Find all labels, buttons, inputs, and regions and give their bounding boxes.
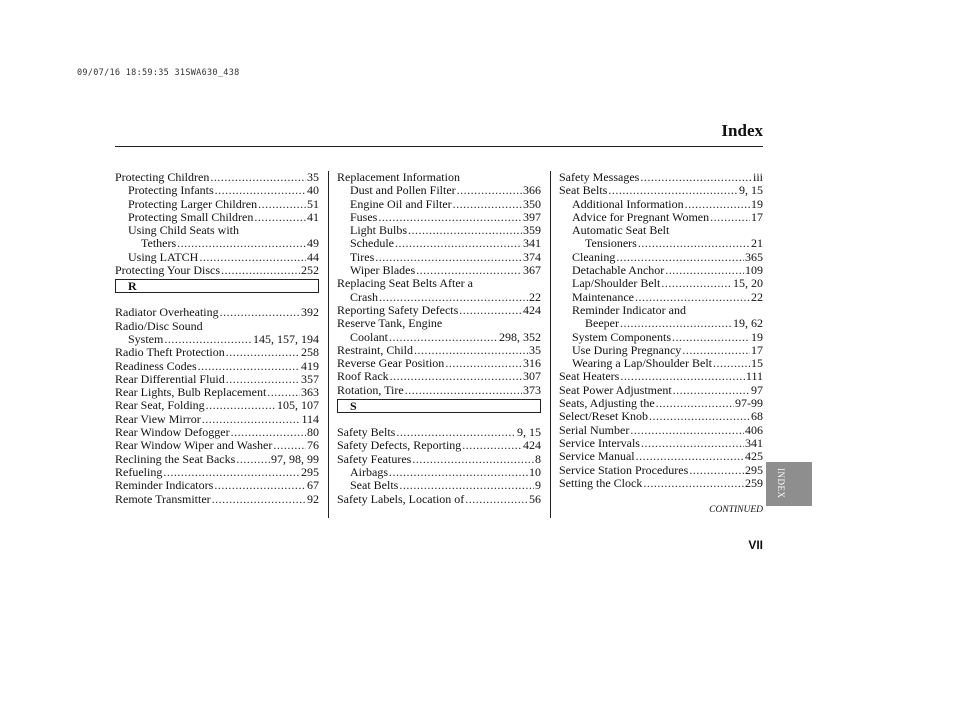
entry-text: Service Manual [559,449,635,464]
index-entry[interactable] [115,198,319,211]
dot-leader [375,251,522,264]
dot-leader [661,277,732,290]
entry-page: 425 [745,449,763,464]
entry-page: 307 [523,369,541,384]
entry-page: 9 [535,478,541,493]
index-entry[interactable] [559,184,763,197]
index-entry[interactable] [337,277,541,290]
entry-text: Safety Labels, Location of [337,491,465,506]
entry-text: Reminder Indicator and [572,302,686,317]
index-tab-label: INDEX [776,468,786,499]
index-entry[interactable] [115,171,319,184]
dot-leader [389,466,528,479]
entry-page: 419 [301,358,319,373]
index-entry[interactable] [559,384,763,397]
dot-leader [405,384,522,397]
entry-text: Protecting Infants [128,183,214,198]
entry-page: 9, 15 [739,183,763,198]
entry-text: Additional Information [572,196,684,211]
entry-page: 341 [523,236,541,251]
dot-leader [685,198,750,211]
index-entry[interactable] [337,344,541,357]
entry-text: Engine Oil and Filter [350,196,452,211]
index-entry[interactable] [115,211,319,224]
index-entry[interactable] [559,477,763,490]
entry-text: Serial Number [559,422,630,437]
index-entry[interactable] [559,291,763,304]
dot-leader [459,304,522,317]
entry-text: Airbags [350,464,388,479]
dot-leader [462,439,522,452]
entry-page: 350 [523,196,541,211]
index-entry[interactable] [337,370,541,383]
entry-text: Protecting Larger Children [128,196,258,211]
index-entry[interactable] [559,317,763,330]
index-entry[interactable] [337,384,541,397]
entry-page: 366 [523,183,541,198]
dot-leader [630,424,744,437]
column-divider [328,171,329,518]
index-entry[interactable] [115,373,319,386]
dot-leader [378,211,522,224]
dot-leader [665,264,744,277]
entry-page: 10 [529,464,541,479]
entry-text: Maintenance [572,289,634,304]
index-entry[interactable] [559,344,763,357]
index-entry[interactable] [337,493,541,506]
dot-leader [198,360,300,373]
entry-text: Seats, Adjusting the [559,396,655,411]
entry-page: 365 [745,249,763,264]
dot-leader [620,317,732,330]
dot-leader [202,413,301,426]
index-entry[interactable] [337,439,541,452]
index-entry[interactable] [115,453,319,466]
index-entry[interactable] [115,493,319,506]
dot-leader [713,357,750,370]
entry-text: Rear Differential Fluid [115,371,225,386]
index-entry[interactable] [115,237,319,250]
entry-text: Rear Seat, Folding [115,398,205,413]
dot-leader [206,399,276,412]
dot-leader [416,264,522,277]
entry-page: 97 [751,382,763,397]
entry-page: 76 [307,438,319,453]
entry-text: System [128,331,164,346]
dot-leader [635,291,750,304]
dot-leader [267,386,300,399]
entry-text: Using Child Seats with [128,223,240,238]
entry-page: 258 [301,345,319,360]
entry-page: 105, 107 [277,398,319,413]
index-entry[interactable] [337,251,541,264]
entry-page: 392 [301,305,319,320]
index-entry[interactable] [115,224,319,237]
index-entry[interactable] [559,437,763,450]
entry-page: 19, 62 [733,316,763,331]
dot-leader [414,344,528,357]
entry-page: 373 [523,382,541,397]
dot-leader [710,211,750,224]
entry-page: 51 [307,196,319,211]
index-entry[interactable] [559,464,763,477]
title-rule [115,146,763,147]
index-entry[interactable] [559,171,763,184]
index-entry[interactable] [559,251,763,264]
index-entry[interactable] [337,466,541,479]
entry-page: 35 [307,170,319,184]
entry-text: Crash [350,289,378,304]
entry-text: Wearing a Lap/Shoulder Belt [572,356,712,371]
dot-leader [636,450,744,463]
index-entry[interactable] [559,450,763,463]
dot-leader [399,479,534,492]
index-entry[interactable] [115,320,319,333]
entry-text: Service Station Procedures [559,462,689,477]
dot-leader [620,370,745,383]
index-entry[interactable] [559,277,763,290]
index-entry[interactable] [115,333,319,346]
index-column-1 [115,171,319,506]
entry-page: 40 [307,183,319,198]
index-entry[interactable] [337,237,541,250]
entry-text: Radiator Overheating [115,305,219,320]
dot-leader [177,237,306,250]
entry-text: Reclining the Seat Backs [115,451,236,466]
dot-leader [395,237,522,250]
dot-leader [226,373,300,386]
entry-text: Protecting Your Discs [115,263,221,278]
index-entry[interactable] [115,264,319,277]
index-entry[interactable] [115,466,319,479]
entry-text: Coolant [350,329,388,344]
entry-text: Seat Belts [350,478,399,493]
entry-page: 298, 352 [499,329,541,344]
entry-text: Restraint, Child [337,342,413,357]
entry-text: Reserve Tank, Engine [337,316,443,331]
dot-leader [254,211,306,224]
dot-leader [390,370,522,383]
index-entry[interactable] [559,237,763,250]
page-title: Index [721,121,763,140]
index-entry[interactable] [115,439,319,452]
entry-text: Safety Features [337,451,412,466]
index-entry[interactable] [559,331,763,344]
entry-text: Rear View Mirror [115,411,201,426]
index-entry[interactable] [337,304,541,317]
entry-text: Seat Power Adjustment [559,382,672,397]
entry-text: Lap/Shoulder Belt [572,276,661,291]
entry-text: Protecting Small Children [128,209,254,224]
index-entry[interactable] [115,479,319,492]
entry-page: 357 [301,371,319,386]
index-entry[interactable] [559,397,763,410]
index-entry[interactable] [115,386,319,399]
entry-page: 252 [301,263,319,278]
entry-text: Tires [350,249,375,264]
index-entry[interactable] [559,224,763,237]
entry-page: 259 [745,475,763,490]
dot-leader [199,251,306,264]
index-entry[interactable] [559,410,763,423]
entry-text: Safety Messages [559,170,640,184]
dot-leader [258,198,306,211]
dot-leader [212,493,306,506]
entry-page: 17 [751,209,763,224]
index-entry[interactable] [115,306,319,319]
section-letter-r: R [115,279,319,293]
entry-text: Fuses [350,209,378,224]
dot-leader [215,184,306,197]
index-entry[interactable] [337,291,541,304]
entry-text: Rotation, Tire [337,382,404,397]
dot-leader [457,184,522,197]
entry-page: 15, 20 [733,276,763,291]
entry-page: 316 [523,356,541,371]
entry-page: 424 [523,438,541,453]
entry-text: Replacement Information [337,170,460,184]
index-entry[interactable] [559,424,763,437]
dot-leader [649,410,750,423]
dot-leader [163,466,300,479]
entry-text: Select/Reset Knob [559,409,648,424]
entry-page: 114 [301,411,319,426]
dot-leader [689,464,744,477]
entry-text: Seat Heaters [559,369,620,384]
entry-page: 367 [523,263,541,278]
index-entry[interactable] [337,357,541,370]
index-entry[interactable] [337,211,541,224]
page-number: VII [748,538,763,552]
index-column-3 [559,171,763,490]
index-column-2 [337,171,541,506]
dot-leader [273,439,306,452]
entry-text: Reverse Gear Position [337,356,445,371]
dot-leader [210,171,306,184]
entry-text: Automatic Seat Belt [572,223,670,238]
index-entry[interactable] [337,184,541,197]
entry-page: 397 [523,209,541,224]
dot-leader [641,437,744,450]
entry-text: Readiness Codes [115,358,197,373]
index-entry[interactable] [337,331,541,344]
dot-leader [656,397,734,410]
index-entry[interactable] [337,171,541,184]
index-entry[interactable] [115,426,319,439]
entry-text: Using LATCH [128,249,199,264]
entry-text: Beeper [585,316,619,331]
continued-note: CONTINUED [709,505,763,515]
index-entry[interactable] [115,346,319,359]
index-entry[interactable] [337,479,541,492]
entry-text: Roof Rack [337,369,389,384]
dot-leader [672,331,750,344]
entry-page: 44 [307,249,319,264]
index-entry[interactable] [559,357,763,370]
entry-text: Protecting Children [115,170,210,184]
index-entry[interactable] [115,399,319,412]
dot-leader [226,346,300,359]
dot-leader [608,184,738,197]
entry-page: 21 [751,236,763,251]
entry-text: Radio Theft Protection [115,345,225,360]
entry-text: Safety Belts [337,425,396,440]
entry-page: 15 [751,356,763,371]
entry-page: 424 [523,302,541,317]
index-entry[interactable] [337,426,541,439]
entry-page: 35 [529,342,541,357]
section-letter-s: S [337,399,541,413]
entry-page: 17 [751,342,763,357]
index-section-tab[interactable] [766,462,812,506]
column-divider [550,171,551,518]
index-entry[interactable] [337,264,541,277]
entry-page: 9, 15 [517,425,541,440]
entry-page: 22 [751,289,763,304]
entry-text: Advice for Pregnant Women [572,209,710,224]
entry-text: Service Intervals [559,435,640,450]
entry-text: Replacing Seat Belts After a [337,276,473,291]
dot-leader [682,344,750,357]
entry-text: Safety Defects, Reporting [337,438,462,453]
index-entry[interactable] [337,224,541,237]
dot-leader [638,237,750,250]
index-entry[interactable] [559,264,763,277]
entry-text: Tethers [141,236,177,251]
entry-text: Rear Lights, Bulb Replacement [115,385,267,400]
entry-text: Detachable Anchor [572,263,665,278]
index-entry[interactable] [559,370,763,383]
dot-leader [640,171,752,184]
entry-text: Tensioners [585,236,637,251]
entry-text: Reporting Safety Defects [337,302,459,317]
entry-page: 67 [307,478,319,493]
dot-leader [231,426,306,439]
index-entry[interactable] [115,413,319,426]
dot-leader [220,306,300,319]
entry-page: 97, 98, 99 [271,451,319,466]
entry-page: 341 [745,435,763,450]
index-entry[interactable] [115,360,319,373]
entry-page: 406 [745,422,763,437]
entry-text: System Components [572,329,672,344]
entry-text: Dust and Pollen Filter [350,183,456,198]
dot-leader [453,198,522,211]
print-timestamp: 09/07/16 18:59:35 31SWA630_438 [77,68,240,78]
entry-page: 295 [301,464,319,479]
entry-page: 80 [307,425,319,440]
dot-leader [412,453,534,466]
index-entry[interactable] [115,251,319,264]
dot-leader [445,357,522,370]
dot-leader [616,251,744,264]
dot-leader [164,333,252,346]
entry-page: 56 [529,491,541,506]
entry-page: 363 [301,385,319,400]
entry-text: Reminder Indicators [115,478,214,493]
entry-text: Use During Pregnancy [572,342,682,357]
index-entry[interactable] [337,317,541,330]
dot-leader [643,477,744,490]
entry-page: 92 [307,491,319,506]
entry-text: Schedule [350,236,394,251]
dot-leader [389,331,498,344]
dot-leader [379,291,528,304]
dot-leader [396,426,516,439]
entry-text: Radio/Disc Sound [115,318,203,333]
entry-page: 8 [535,451,541,466]
dot-leader [673,384,750,397]
entry-page: 111 [745,369,763,384]
entry-text: Seat Belts [559,183,608,198]
dot-leader [236,453,270,466]
entry-page: 49 [307,236,319,251]
entry-page: iii [752,170,763,184]
entry-text: Rear Window Wiper and Washer [115,438,273,453]
entry-text: Cleaning [572,249,616,264]
entry-page: 68 [751,409,763,424]
entry-page: 374 [523,249,541,264]
index-entry[interactable] [559,211,763,224]
entry-text: Refueling [115,464,163,479]
entry-text: Light Bulbs [350,223,408,238]
entry-text: Wiper Blades [350,263,416,278]
entry-page: 19 [751,196,763,211]
dot-leader [214,479,306,492]
entry-text: Rear Window Defogger [115,425,230,440]
entry-page: 19 [751,329,763,344]
dot-leader [465,493,528,506]
dot-leader [408,224,522,237]
index-entry[interactable] [559,198,763,211]
index-entry[interactable] [115,184,319,197]
entry-page: 359 [523,223,541,238]
dot-leader [221,264,300,277]
entry-page: 295 [745,462,763,477]
entry-page: 97-99 [735,396,763,411]
entry-text: Remote Transmitter [115,491,211,506]
entry-text: Setting the Clock [559,475,643,490]
entry-page: 145, 157, 194 [253,331,319,346]
index-entry[interactable] [337,453,541,466]
index-entry[interactable] [337,198,541,211]
entry-page: 41 [307,209,319,224]
index-entry[interactable] [559,304,763,317]
entry-page: 109 [745,263,763,278]
entry-page: 22 [529,289,541,304]
